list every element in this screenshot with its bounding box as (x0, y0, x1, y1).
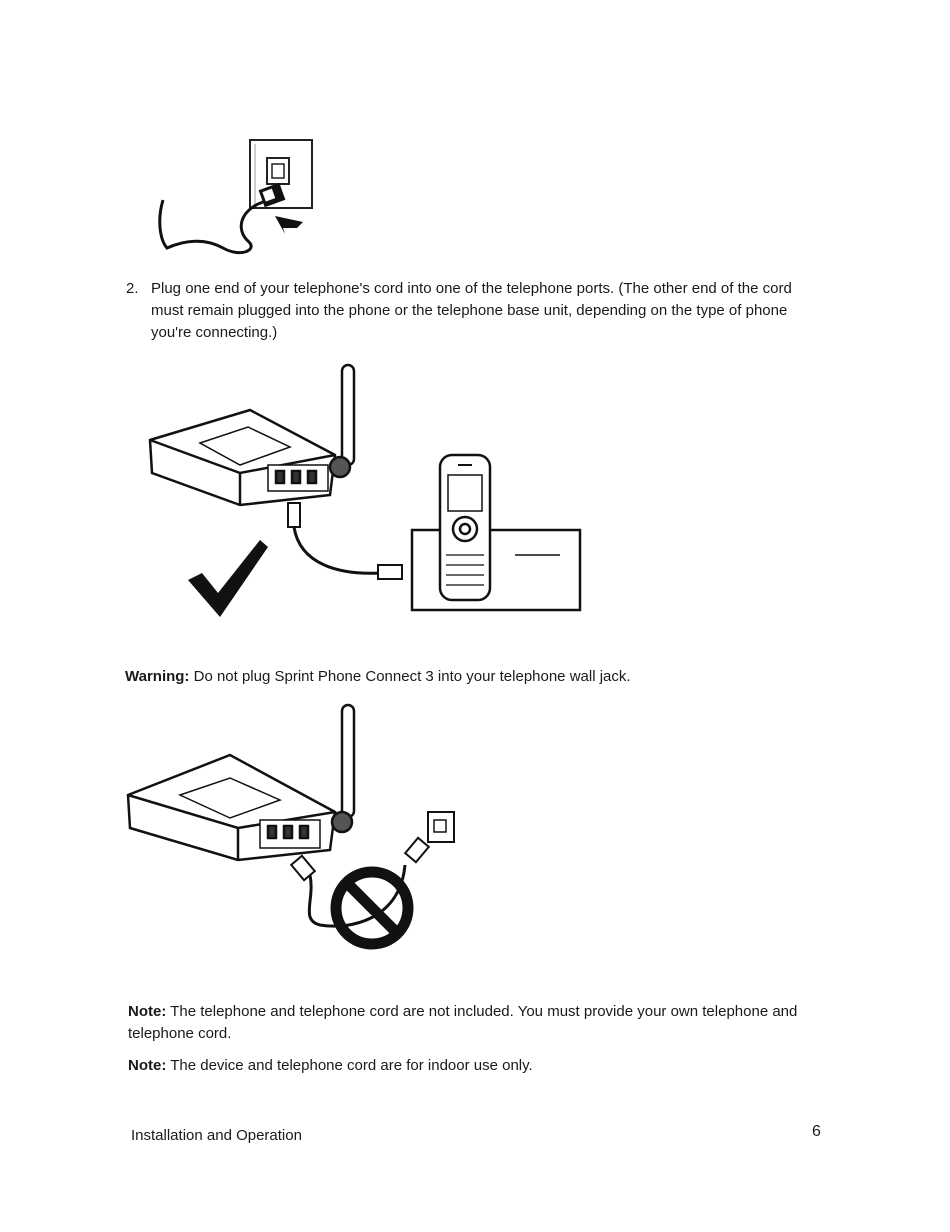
router-device-icon (150, 410, 335, 505)
step-text: Plug one end of your telephone's cord into one of the telephone ports. (The other end of the cord must remain plugged into the phone or the telephone base unit, depending on the type of phone you're connecting.) (151, 280, 792, 341)
prohibited-icon (336, 872, 408, 944)
footer-section-title: Installation and Operation (131, 1127, 302, 1144)
note-text: The telephone and telephone cord are not included. You must provide your own telephone and telephone cord. (128, 1003, 798, 1042)
router-device-icon (128, 755, 335, 860)
checkmark-icon (188, 540, 268, 617)
step-2 (126, 278, 826, 344)
note-1 (128, 1001, 818, 1045)
cordless-phone-base-icon (412, 455, 580, 610)
arrow-down-left-icon (275, 216, 303, 234)
page-number: 6 (812, 1123, 821, 1140)
phone-cord (160, 200, 263, 253)
wall-jack-unplug-illustration (145, 130, 335, 270)
note-2 (128, 1055, 818, 1077)
wall-jack-icon (428, 812, 454, 842)
incorrect-wall-jack-illustration (120, 700, 480, 960)
phone-cord (288, 503, 402, 579)
antenna-icon (330, 365, 354, 477)
step-number: 2. (126, 280, 139, 297)
note-text: The device and telephone cord are for indoor use only. (166, 1057, 533, 1074)
warning-paragraph (125, 666, 825, 688)
note-label: Note: (128, 1057, 167, 1074)
warning-text: Do not plug Sprint Phone Connect 3 into your telephone wall jack. (189, 668, 631, 685)
warning-label: Warning: (125, 668, 190, 685)
correct-connection-illustration (140, 355, 590, 625)
note-label: Note: (128, 1003, 167, 1020)
